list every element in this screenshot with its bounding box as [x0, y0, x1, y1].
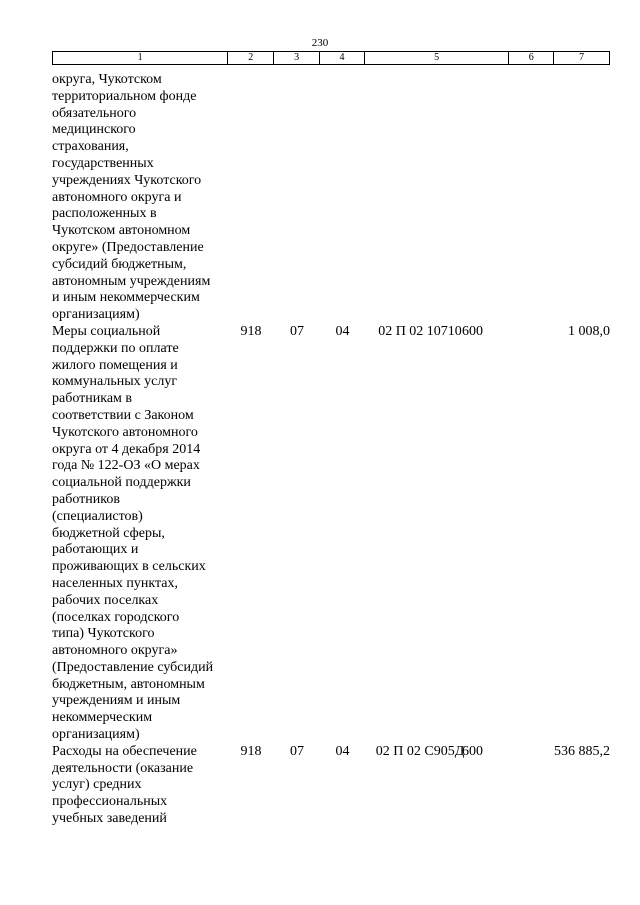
header-col-6: 6 [509, 52, 554, 64]
row-ministry-code: 918 [240, 323, 262, 339]
header-col-5: 5 [365, 52, 509, 64]
row-target-code: 02 П 02 С905Д [375, 743, 465, 759]
header-col-3: 3 [274, 52, 320, 64]
header-col-7: 7 [579, 52, 585, 63]
row-section-code: 07 [290, 323, 304, 339]
header-col-2: 2 [228, 52, 274, 64]
row-section-code: 07 [290, 743, 304, 759]
table-row [52, 744, 610, 828]
header-col-1: 1 [53, 52, 228, 64]
row-description: Меры социальной поддержки по оплате жилого помещения и коммунальных услуг работникам в соответствии с Законом Чукотского автономного округа от 4 декабря 2014 года № 122-ОЗ «О мерах социальной поддержки работников (специалистов) бюджетной сферы, работающих и проживающих в сельских населенных пунктах, рабочих поселках (поселках городского типа) Чукотского автономного округа» (Предоставление субсидий бюджетным, автономным учреждениям и иным некоммерческим организациям) [52, 323, 214, 743]
row-amount: 536 885,2 [554, 743, 610, 759]
row-ministry-code: 918 [240, 743, 262, 759]
header-col-4: 4 [320, 52, 365, 64]
row-expense-type: 600 [462, 323, 483, 339]
row-subsection-code: 04 [335, 323, 350, 339]
table-row [52, 324, 610, 744]
row-amount: 1 008,0 [568, 323, 610, 339]
table-row [52, 72, 610, 324]
row-target-code: 02 П 02 10710 [378, 323, 462, 339]
table-header [52, 51, 610, 65]
row-expense-type: 600 [462, 743, 483, 759]
page-number: 230 [311, 37, 329, 49]
row-subsection-code: 04 [335, 743, 350, 759]
row-description: Расходы на обеспечение деятельности (оказание услуг) средних профессиональных учебных заведений [52, 743, 197, 827]
row-description: округа, Чукотском территориальном фонде обязательного медицинского страхования, государственных учреждениях Чукотского автономного округа и расположенных в Чукотском автономном округе» (Предоставление субсидий бюджетным, автономным учреждениям и иным некоммерческим организациям) [52, 72, 211, 323]
table-body [52, 72, 610, 828]
